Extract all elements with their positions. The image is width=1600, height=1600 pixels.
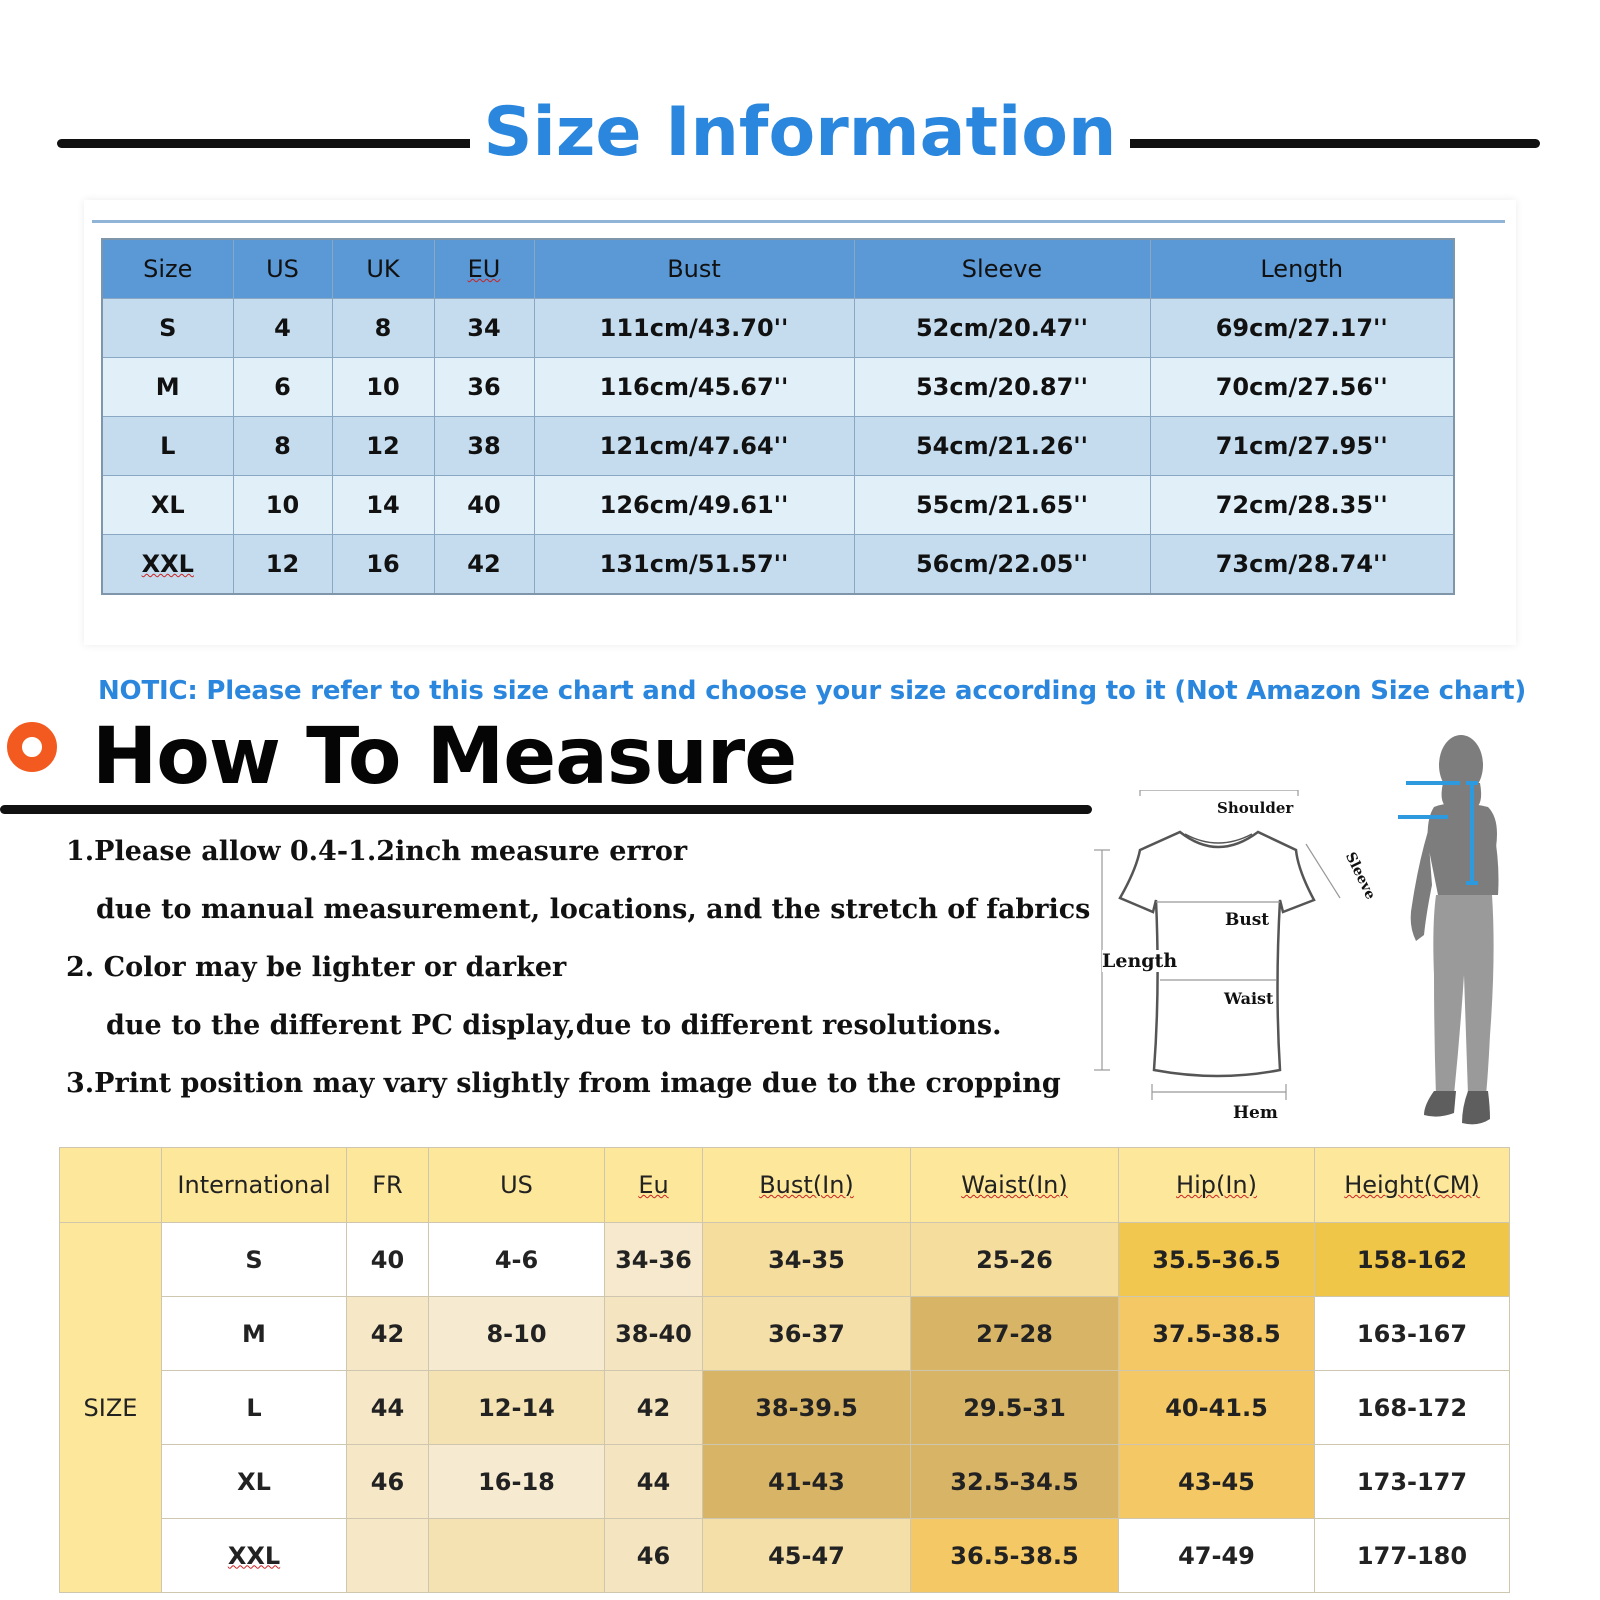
notice-text: NOTIC: Please refer to this size chart and choose your size according to it (Not Amazon Size chart)	[98, 676, 1527, 706]
diagram-label-waist: Waist	[1221, 989, 1276, 1008]
header-eu	[434, 239, 534, 299]
table-cell: 42	[605, 1371, 703, 1445]
table-row	[102, 299, 1454, 358]
table-cell: 46	[605, 1519, 703, 1593]
table-cell: 16	[332, 535, 434, 595]
table-cell: 40-41.5	[1119, 1371, 1315, 1445]
table-cell: 16-18	[429, 1445, 605, 1519]
diagram-label-sleeve: Sleeve	[1341, 849, 1379, 903]
table-cell: 45-47	[703, 1519, 911, 1593]
table-row	[102, 358, 1454, 417]
note-3: 3.Print position may vary slightly from image due to the cropping	[66, 1068, 1061, 1099]
table-cell: M	[162, 1297, 347, 1371]
table-row	[60, 1445, 1510, 1519]
table-cell	[102, 535, 233, 595]
header-us2: US	[429, 1148, 605, 1223]
table-row	[102, 476, 1454, 535]
table-cell: 10	[233, 476, 332, 535]
table-cell: 32.5-34.5	[911, 1445, 1119, 1519]
table-cell: 10	[332, 358, 434, 417]
note-2-cont: due to the different PC display,due to different resolutions.	[106, 1010, 1002, 1041]
table-cell: 121cm/47.64''	[534, 417, 854, 476]
header-waist-in	[911, 1148, 1119, 1223]
table-row	[60, 1519, 1510, 1593]
header-height-cm	[1315, 1148, 1510, 1223]
table-row	[102, 417, 1454, 476]
header-sleeve: Sleeve	[854, 239, 1150, 299]
how-to-measure-rule	[0, 805, 1092, 814]
table-row	[60, 1371, 1510, 1445]
table-cell: M	[102, 358, 233, 417]
table-cell: 47-49	[1119, 1519, 1315, 1593]
diagram-label-length: Length	[1102, 950, 1178, 972]
table-cell: 54cm/21.26''	[854, 417, 1150, 476]
size-label: XXL	[227, 1541, 281, 1570]
table-row	[60, 1223, 1510, 1297]
page-title-text: Size Information	[470, 93, 1131, 172]
table-cell: 12	[233, 535, 332, 595]
table-cell: 52cm/20.47''	[854, 299, 1150, 358]
table-cell: 8	[332, 299, 434, 358]
table-cell: 12-14	[429, 1371, 605, 1445]
page-title	[0, 92, 1600, 174]
table-cell: 14	[332, 476, 434, 535]
header-blank	[60, 1148, 162, 1223]
size-label: XXL	[141, 550, 194, 578]
orange-ring-icon	[7, 722, 57, 772]
table-cell: 173-177	[1315, 1445, 1510, 1519]
diagram-label-hem: Hem	[1230, 1103, 1281, 1123]
table-cell: 71cm/27.95''	[1150, 417, 1454, 476]
header-uk: UK	[332, 239, 434, 299]
how-to-measure-heading: How To Measure	[92, 712, 797, 802]
header-eu2-text: Eu	[638, 1171, 669, 1199]
table-cell: 53cm/20.87''	[854, 358, 1150, 417]
table-cell: 116cm/45.67''	[534, 358, 854, 417]
table-row	[102, 535, 1454, 595]
table-cell: 12	[332, 417, 434, 476]
table-cell: 42	[434, 535, 534, 595]
table-cell: 38	[434, 417, 534, 476]
table-cell: 131cm/51.57''	[534, 535, 854, 595]
table-cell: 27-28	[911, 1297, 1119, 1371]
table-row	[60, 1297, 1510, 1371]
table-cell: XL	[162, 1445, 347, 1519]
table-cell: 34-36	[605, 1223, 703, 1297]
table-cell: 69cm/27.17''	[1150, 299, 1454, 358]
table-cell: 73cm/28.74''	[1150, 535, 1454, 595]
header-waist-in-text: Waist(In)	[961, 1171, 1068, 1199]
header-size: Size	[102, 239, 233, 299]
table-cell: S	[102, 299, 233, 358]
table-cell: 168-172	[1315, 1371, 1510, 1445]
table-cell: 8-10	[429, 1297, 605, 1371]
table-cell: S	[162, 1223, 347, 1297]
table-cell: 36	[434, 358, 534, 417]
size-table-top-rule	[92, 220, 1505, 223]
table-cell: 177-180	[1315, 1519, 1510, 1593]
header-us: US	[233, 239, 332, 299]
table-cell: 34	[434, 299, 534, 358]
table-cell: 35.5-36.5	[1119, 1223, 1315, 1297]
table-cell: 111cm/43.70''	[534, 299, 854, 358]
size-chart-header-row	[60, 1148, 1510, 1223]
table-cell: 41-43	[703, 1445, 911, 1519]
table-cell: 36-37	[703, 1297, 911, 1371]
header-height-cm-text: Height(CM)	[1344, 1171, 1480, 1199]
size-table-header-row	[102, 239, 1454, 299]
table-cell: 42	[347, 1297, 429, 1371]
table-cell: 56cm/22.05''	[854, 535, 1150, 595]
table-cell: 40	[347, 1223, 429, 1297]
table-cell: 44	[605, 1445, 703, 1519]
size-table	[101, 238, 1455, 595]
table-cell	[429, 1519, 605, 1593]
header-international: International	[162, 1148, 347, 1223]
table-cell: 4	[233, 299, 332, 358]
header-fr: FR	[347, 1148, 429, 1223]
table-cell: L	[162, 1371, 347, 1445]
table-cell: 46	[347, 1445, 429, 1519]
note-1: 1.Please allow 0.4-1.2inch measure error	[66, 836, 688, 867]
table-cell: 4-6	[429, 1223, 605, 1297]
table-cell: 55cm/21.65''	[854, 476, 1150, 535]
diagram-label-bust: Bust	[1222, 910, 1272, 930]
table-cell: 6	[233, 358, 332, 417]
table-cell: 37.5-38.5	[1119, 1297, 1315, 1371]
table-cell: 29.5-31	[911, 1371, 1119, 1445]
table-cell: 36.5-38.5	[911, 1519, 1119, 1593]
table-cell: 163-167	[1315, 1297, 1510, 1371]
header-bust-in	[703, 1148, 911, 1223]
body-silhouette-icon	[1398, 735, 1528, 1130]
note-2: 2. Color may be lighter or darker	[66, 952, 567, 983]
header-eu-text: EU	[467, 255, 501, 283]
table-cell: 158-162	[1315, 1223, 1510, 1297]
table-cell: 40	[434, 476, 534, 535]
table-cell: 25-26	[911, 1223, 1119, 1297]
diagram-label-shoulder: Shoulder	[1214, 799, 1296, 817]
header-hip-in-text: Hip(In)	[1176, 1171, 1257, 1199]
table-cell	[162, 1519, 347, 1593]
table-cell: 43-45	[1119, 1445, 1315, 1519]
table-cell: 34-35	[703, 1223, 911, 1297]
table-cell: 72cm/28.35''	[1150, 476, 1454, 535]
table-cell: 44	[347, 1371, 429, 1445]
size-side-label: SIZE	[60, 1223, 162, 1593]
note-1-cont: due to manual measurement, locations, and the stretch of fabrics	[96, 894, 1091, 925]
header-bust-in-text: Bust(In)	[759, 1171, 854, 1199]
table-cell: 8	[233, 417, 332, 476]
table-cell: L	[102, 417, 233, 476]
size-chart-table	[59, 1147, 1510, 1593]
table-cell	[347, 1519, 429, 1593]
header-bust: Bust	[534, 239, 854, 299]
header-eu2	[605, 1148, 703, 1223]
table-cell: 38-40	[605, 1297, 703, 1371]
table-cell: XL	[102, 476, 233, 535]
table-cell: 126cm/49.61''	[534, 476, 854, 535]
header-hip-in	[1119, 1148, 1315, 1223]
header-length: Length	[1150, 239, 1454, 299]
table-cell: 70cm/27.56''	[1150, 358, 1454, 417]
table-cell: 38-39.5	[703, 1371, 911, 1445]
